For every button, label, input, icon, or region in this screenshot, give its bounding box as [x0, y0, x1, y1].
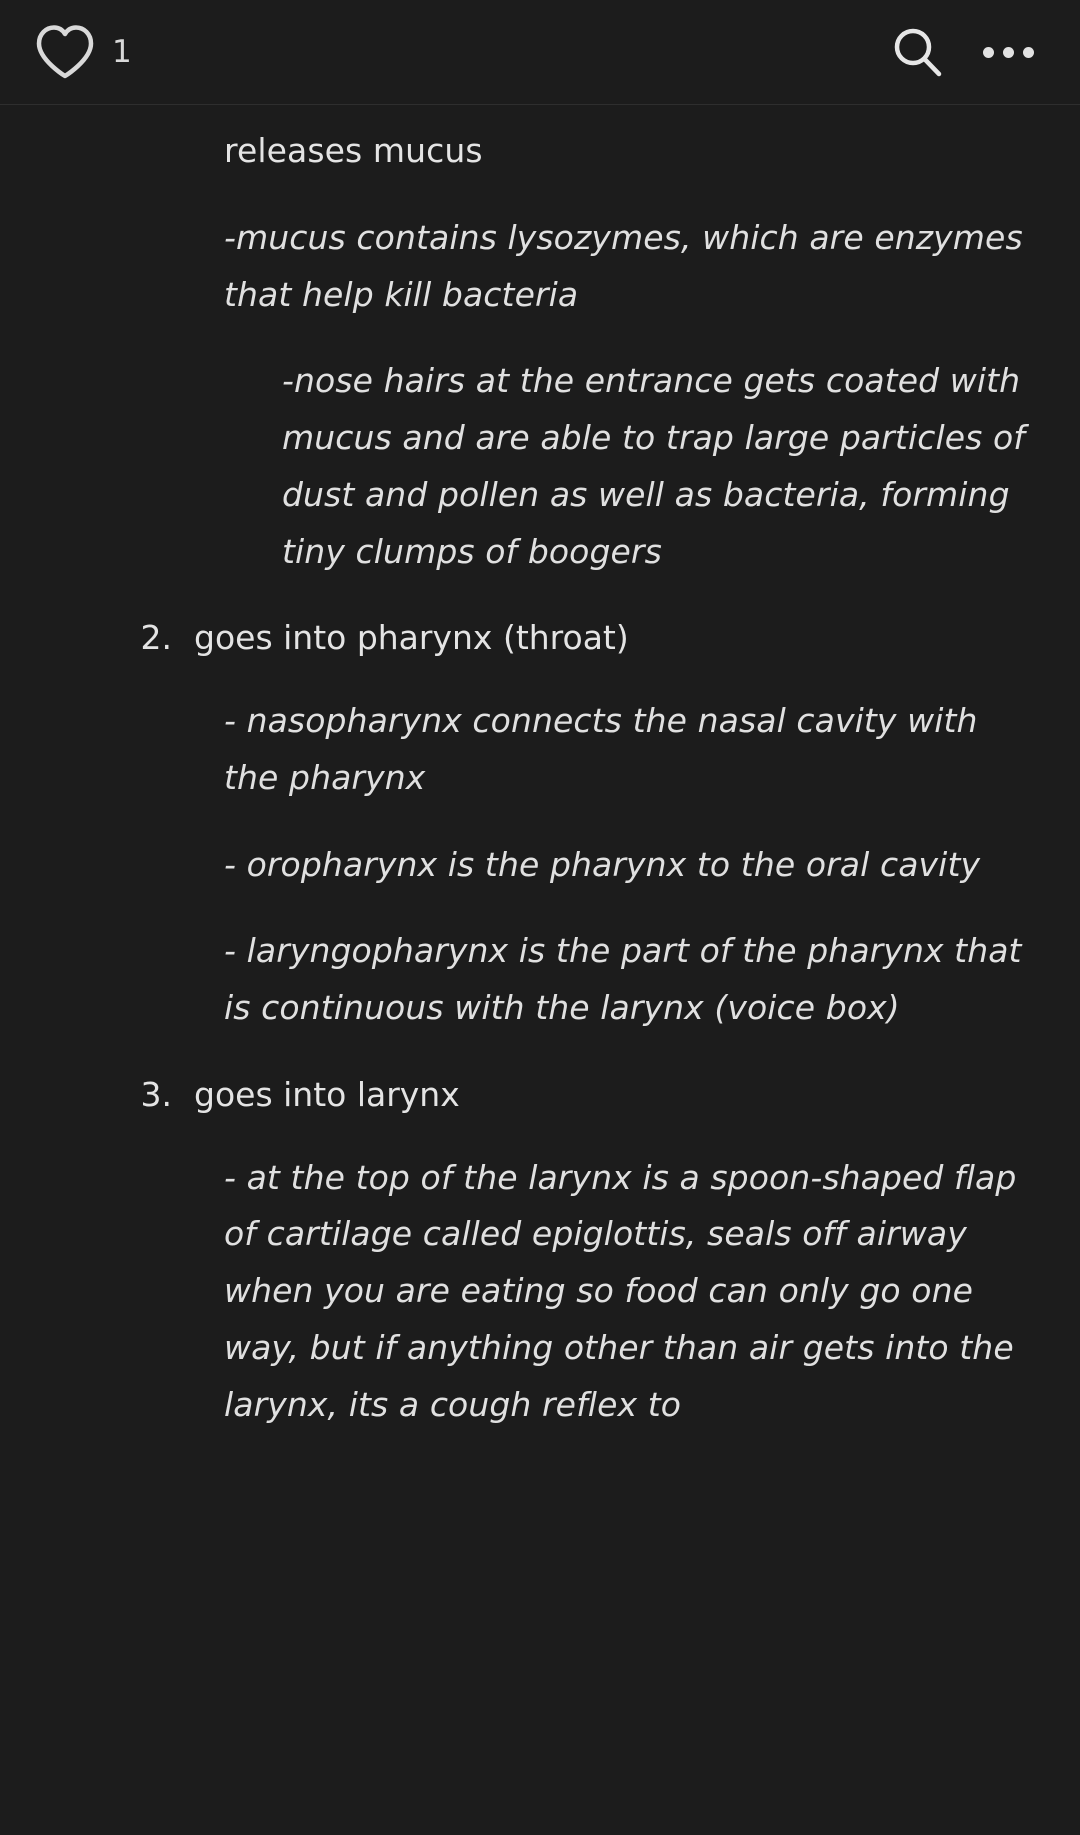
list-item	[46, 1067, 1034, 1124]
more-options-icon[interactable]	[979, 22, 1038, 82]
list-item	[46, 610, 1034, 667]
top-toolbar	[0, 0, 1080, 105]
note-line: - oropharynx is the pharynx to the oral cavity	[224, 844, 981, 884]
list-text: goes into larynx	[194, 1074, 460, 1114]
note-line: -nose hairs at the entrance gets coated with mucus and are able to trap large particles of dust and pollen as well as bacteria, forming tiny clumps of boogers	[282, 361, 1026, 571]
note-content	[0, 105, 1080, 1503]
search-icon[interactable]	[889, 24, 945, 80]
note-line: - at the top of the larynx is a spoon-shaped flap of cartilage called epiglottis, seals off airway when you are eating so food can only go one way, but if anything other than air gets into the larynx, its a cough reflex to	[224, 1157, 1017, 1424]
list-text: goes into pharynx (throat)	[194, 618, 629, 658]
note-line: - laryngopharynx is the part of the pharynx that is continuous with the larynx (voice box)	[224, 931, 1022, 1027]
like-group[interactable]	[34, 23, 132, 81]
list-number: 3.	[140, 1074, 172, 1114]
note-line: - nasopharynx connects the nasal cavity with the pharynx	[224, 701, 978, 797]
list-number: 2.	[140, 618, 172, 658]
like-count: 1	[112, 34, 132, 70]
heart-icon[interactable]	[34, 23, 96, 81]
toolbar-actions	[889, 22, 1038, 82]
note-line: -mucus contains lysozymes, which are enzymes that help kill bacteria	[224, 217, 1023, 314]
note-line: releases mucus	[224, 131, 483, 170]
